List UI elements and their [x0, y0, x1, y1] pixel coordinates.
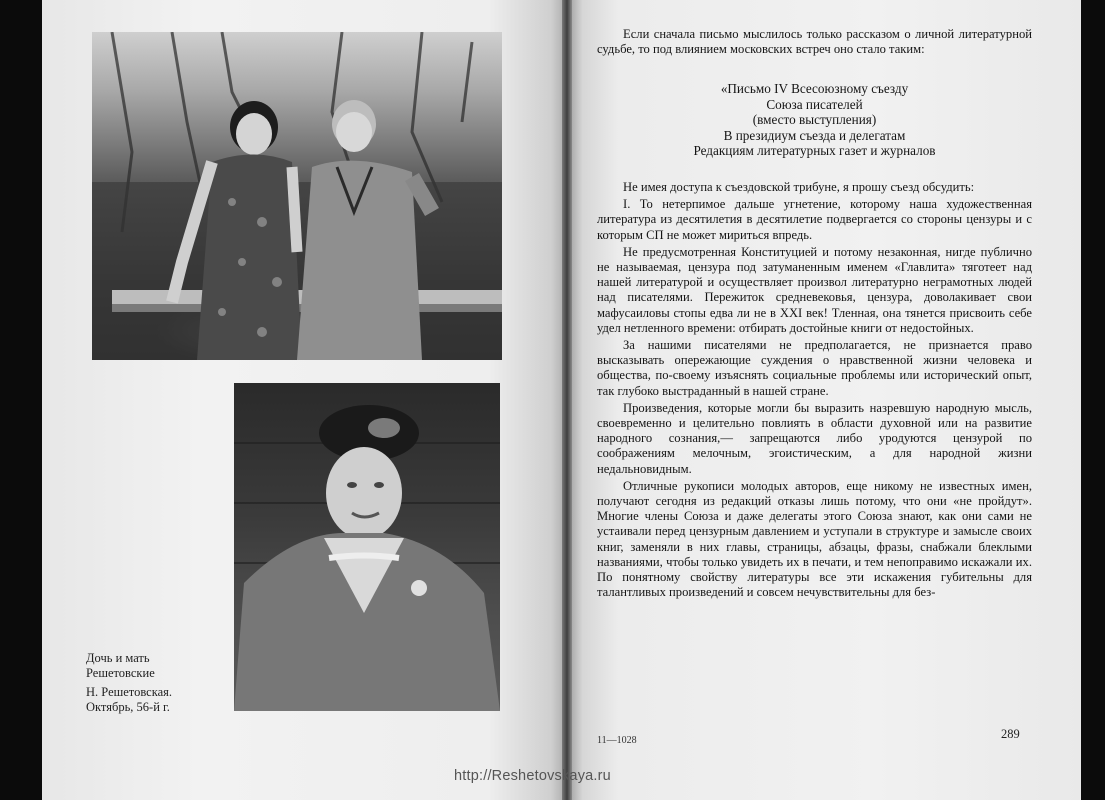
photo-daughter-and-mother [92, 32, 502, 360]
caption-photo-2-line-2: Октябрь, 56-й г. [86, 700, 170, 714]
page-number: 289 [1001, 727, 1020, 741]
website-watermark: http://Reshetovskaya.ru [454, 768, 611, 784]
intro-paragraph: Если сначала письмо мыслилось только рассказом о личной литературной судьбе, то под влиянием московских встреч оно стало таким: [597, 27, 1032, 57]
caption-photo-1-line-1: Дочь и мать [86, 651, 150, 665]
letter-header-line-5: Редакциям литературных газет и журналов [693, 143, 936, 159]
photo-reshetovskaya-portrait [234, 383, 500, 711]
letter-header [597, 81, 1032, 159]
body-paragraph: Не предусмотренная Конституцией и потому незаконная, нигде публично не называемая, цензура под затуманенным именем «Главлита» тяготеет над нашей литературой и осуществляет произвол литературно неграмотных людей над писателями. Пережиток средневековья, цензура, доволакивает свои мафусаиловы стопы едва ли не в XXI век! Тленная, она тянется присвоить себе удел нетленного времени: отбирать достойные книги от недостойных. [597, 244, 1032, 335]
letter-header-line-3: (вместо выступления) [752, 112, 877, 128]
caption-photo-2-line-1: Н. Решетовская. [86, 685, 173, 699]
printer-signature-mark: 11—1028 [597, 735, 637, 746]
caption-photo-1 [86, 651, 155, 681]
letter-header-line-4: В президиум съезда и делегатам [723, 127, 906, 143]
letter-header-line-1: «Письмо IV Всесоюзному съезду [720, 81, 909, 96]
body-paragraph: Не имея доступа к съездовской трибуне, я прошу съезд обсудить: [623, 180, 975, 194]
body-paragraph: За нашими писателями не предполагается, не признается право высказывать опережающие суждения о нравственной жизни человека и общества, по-своему изъяснять социальные проблемы или исторический опыт, так глубоко выстраданный в нашей стране. [597, 338, 1032, 398]
caption-photo-1-line-2: Решетовские [86, 666, 155, 680]
right-page-content [567, 0, 1081, 800]
body-paragraph: Произведения, которые могли бы выразить назревшую народную мысль, своевременно и целительно повлиять в области духовной или на развитие народного сознания,— запрещаются либо уродуются цензурой по соображениям мелочным, эгоистическим, а для народной жизни недальновидным. [597, 400, 1032, 476]
letter-header-line-2: Союза писателей [766, 96, 863, 112]
body-paragraph: I. То нетерпимое дальше угнетение, которому наша художественная литература из десятилетия в десятилетие подвергается со стороны цензуры и с которым СП не может мириться впредь. [597, 197, 1032, 242]
letter-body [597, 180, 1032, 602]
caption-photo-2 [86, 685, 172, 715]
body-paragraph: Отличные рукописи молодых авторов, еще никому не известных имен, получают сегодня из редакций отказы лишь потому, что они «не пройдут». Многие члены Союза и даже делегаты этого Союза знают, как они сами не устаивали перед цензурным давлением и уступали в структуре и замысле своих книг, заменяли в них главы, страницы, абзацы, фразы, снабжали блеклыми названиями, чтобы только увидеть их в печати, и тем непоправимо искажали их. По понятному свойству литературы все эти искажения губительны для талантливых произведений и совсем нечувствительны для без- [597, 478, 1032, 600]
